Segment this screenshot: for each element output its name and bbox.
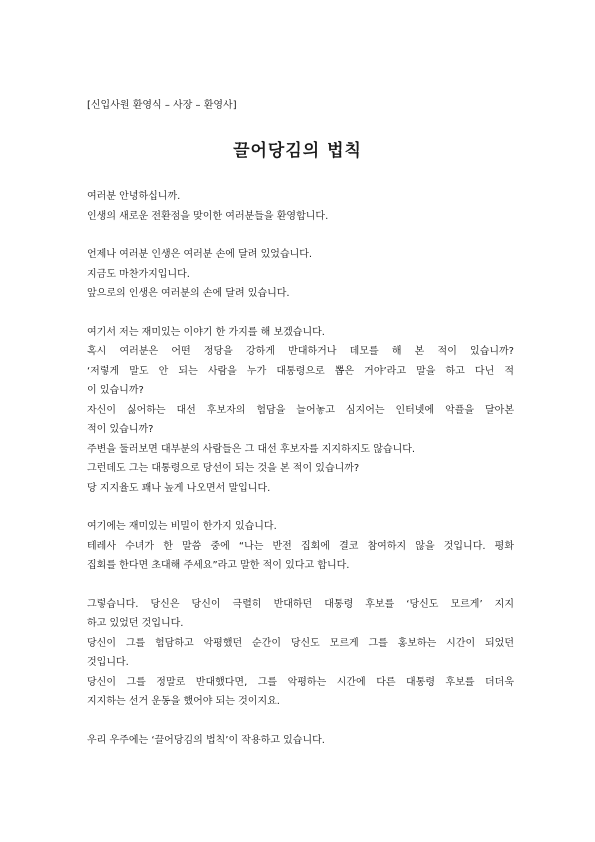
paragraph-line: 지금도 마찬가지입니다.: [87, 268, 190, 280]
paragraph-line: ‘저렇게 말도 안 되는 사람을 누가 대통령으로 뽑은 거야’라고 말을 하고 다닌 적: [87, 365, 514, 377]
paragraph-line: 하고 있었던 것입니다.: [87, 618, 184, 629]
paragraph-line: 지지하는 선거 운동을 했어야 되는 것이지요.: [87, 696, 280, 707]
paragraph: [87, 245, 514, 304]
paragraph-line: 그렇습니다. 당신은 당신이 극렬히 반대하던 대통령 후보를 ‘당신도 모르게’ 지지: [87, 598, 514, 610]
paragraph: [87, 187, 514, 226]
document-body: [87, 187, 514, 769]
document-title: 끌어당김의 법칙: [233, 141, 362, 161]
paragraph-line: 자신이 싫어하는 대선 후보자의 험담을 늘어놓고 심지어는 인터넷에 악플을 달아본: [87, 404, 514, 416]
paragraph-line: 테레사 수녀가 한 말씀 중에 “나는 반전 집회에 결코 참여하지 않을 것입니다. 평화: [87, 540, 514, 552]
paragraph-line: 그런데도 그는 대통령으로 당선이 되는 것을 본 적이 있습니까?: [87, 463, 360, 474]
paragraph-line: 것입니다.: [87, 657, 129, 668]
paragraph-line: 앞으로의 인생은 여러분의 손에 달려 있습니다.: [87, 288, 290, 299]
paragraph-line: 여러분 안녕하십니까.: [87, 191, 181, 202]
paragraph-line: 혹시 여러분은 어떤 정당을 강하게 반대하거나 데모를 해 본 적이 있습니까?: [87, 346, 514, 357]
paragraph-line: 당신이 그를 험담하고 악평했던 순간이 당신도 모르게 그를 홍보하는 시간이 되었던: [87, 637, 514, 649]
paragraph-line: 집회를 한다면 초대해 주세요”라고 말한 적이 있다고 합니다.: [87, 560, 350, 571]
paragraph-line: 우리 우주에는 ‘끌어당김의 법칙’이 작용하고 있습니다.: [87, 734, 325, 746]
paragraph-line: 언제나 여러분 인생은 여러분 손에 달려 있었습니다.: [87, 249, 313, 260]
paragraph-line: 여기서 저는 재미있는 이야기 한 가지를 해 보겠습니다.: [87, 326, 325, 338]
paragraph-line: 여기에는 재미있는 비밀이 한가지 있습니다.: [87, 521, 277, 532]
paragraph-line: 당 지지율도 꽤나 높게 나오면서 말입니다.: [87, 482, 271, 494]
paragraph-line: 적이 있습니까?: [87, 424, 154, 435]
paragraph: [87, 731, 514, 751]
paragraph: [87, 323, 514, 499]
paragraph: [87, 517, 514, 576]
paragraph: [87, 595, 514, 712]
paragraph-line: 주변을 둘러보면 대부분의 사람들은 그 대선 후보자를 지지하지도 않습니다.: [87, 443, 416, 455]
paragraph-line: 이 있습니까?: [87, 385, 144, 396]
paragraph-line: 당신이 그를 정말로 반대했다면, 그를 악평하는 시간에 다른 대통령 후보를 더더욱: [87, 676, 514, 688]
document-subtitle: [신입사원 환영식 – 사장 – 환영사]: [87, 100, 237, 111]
paragraph-line: 인생의 새로운 전환점을 맞이한 여러분들을 환영합니다.: [87, 210, 329, 222]
